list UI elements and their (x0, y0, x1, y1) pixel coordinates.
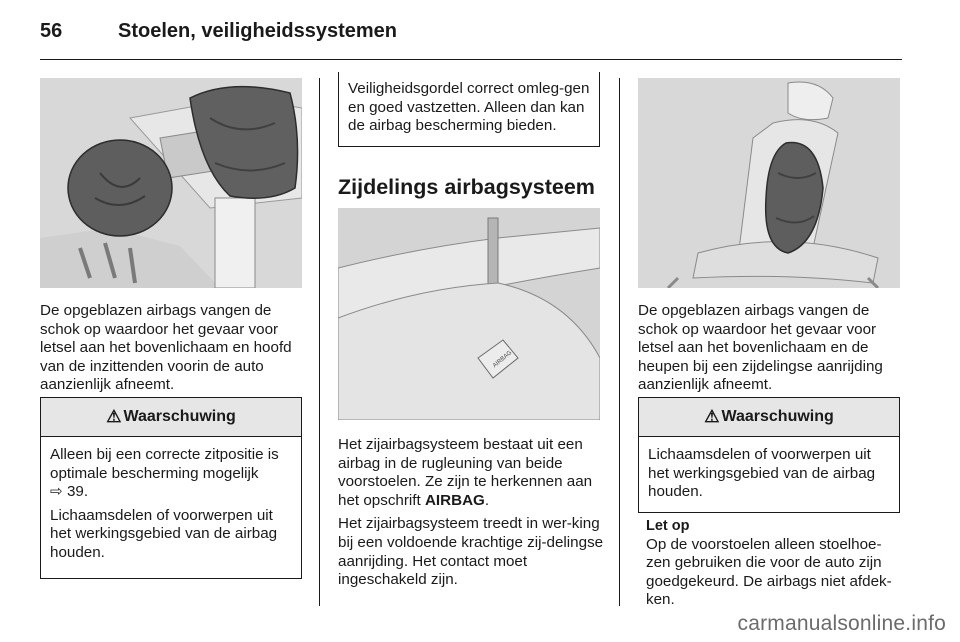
side-airbag-seat-illustration (338, 208, 600, 420)
page-reference-link[interactable]: 39. (66, 483, 89, 501)
watermark: carmanualsonline.info (737, 612, 946, 635)
side-airbag-paragraph-1 (338, 436, 606, 510)
note-text: Op de voorstoelen alleen stoelhoe-zen gebruiken die voor de auto zijn goedgekeurd. De airbags niet afdek-ken. (646, 535, 892, 609)
warning-heading-label-right: Waarschuwing (721, 408, 834, 425)
column-divider-2 (619, 78, 620, 606)
front-airbags-drawing (40, 78, 302, 288)
warning-box-left (40, 397, 302, 579)
svg-text:AIRBAG: AIRBAG (492, 350, 514, 370)
warning-triangle-icon: ⚠ (704, 407, 720, 426)
sentence-end: . (484, 491, 490, 509)
warning-triangle-icon: ⚠ (106, 407, 122, 426)
warning-sitting-position-text: Alleen bij een correcte zitpositie is optimale bescherming mogelijk (50, 446, 279, 482)
section-title-side-airbag: Zijdelings airbagsysteem (338, 175, 595, 199)
front-airbags-caption: De opgeblazen airbags vangen de schok op waardoor het gevaar voor letsel aan het bovenlichaam en hoofd van de inzittenden voorin de auto aanzienlijk afneemt. (40, 302, 292, 394)
header-divider (40, 59, 902, 60)
airbag-label: AIRBAG (424, 491, 485, 509)
column-divider-1 (319, 78, 320, 606)
side-airbag-paragraph-2: Het zijairbagsysteem treedt in wer-king bij een voldoende krachtige zij-delingse aanrijding. Het contact moet ingeschakeld zijn. (338, 515, 604, 589)
warning-continued-text: Veiligheidsgordel correct omleg-gen en goed vastzetten. Alleen dan kan de airbag bescherming bieden. (348, 80, 590, 135)
note-block (646, 517, 904, 610)
warning-body-right: Lichaamsdelen of voorwerpen uit het werkingsgebied van de airbag houden. (648, 446, 876, 501)
warning-heading (41, 397, 301, 437)
note-label: Let op (646, 518, 690, 534)
warning-paragraph-2: Lichaamsdelen of voorwerpen uit het werkingsgebied van de airbag houden. (50, 506, 278, 561)
side-airbag-deployed-illustration (638, 78, 900, 288)
seat-backrest-drawing (338, 208, 600, 420)
page-header (40, 20, 902, 60)
page-number: 56 (40, 20, 63, 42)
chapter-title: Stoelen, veiligheidssystemen (118, 20, 397, 42)
warning-box-right (638, 397, 900, 513)
warning-body (41, 437, 301, 578)
page-reference-icon: ⇨ (50, 483, 63, 501)
side-airbag-text: Het zijairbagsysteem bestaat uit een airbag in de rugleuning van beide voorstoelen. Ze zijn te herkennen aan het opschrift (338, 436, 593, 509)
warning-paragraph (50, 446, 292, 502)
warning-heading-right (639, 397, 899, 437)
front-airbags-illustration (40, 78, 302, 288)
deployed-side-airbag-drawing (638, 78, 900, 288)
side-airbag-caption: De opgeblazen airbags vangen de schok op waardoor het gevaar voor letsel aan het bovenlichaam en de heupen bij een zijdelingse aanrijding aanzienlijk afneemt. (638, 302, 883, 394)
side-airbag-description (338, 436, 606, 595)
warning-box-continued (338, 72, 600, 147)
warning-heading-label: Waarschuwing (123, 408, 236, 425)
